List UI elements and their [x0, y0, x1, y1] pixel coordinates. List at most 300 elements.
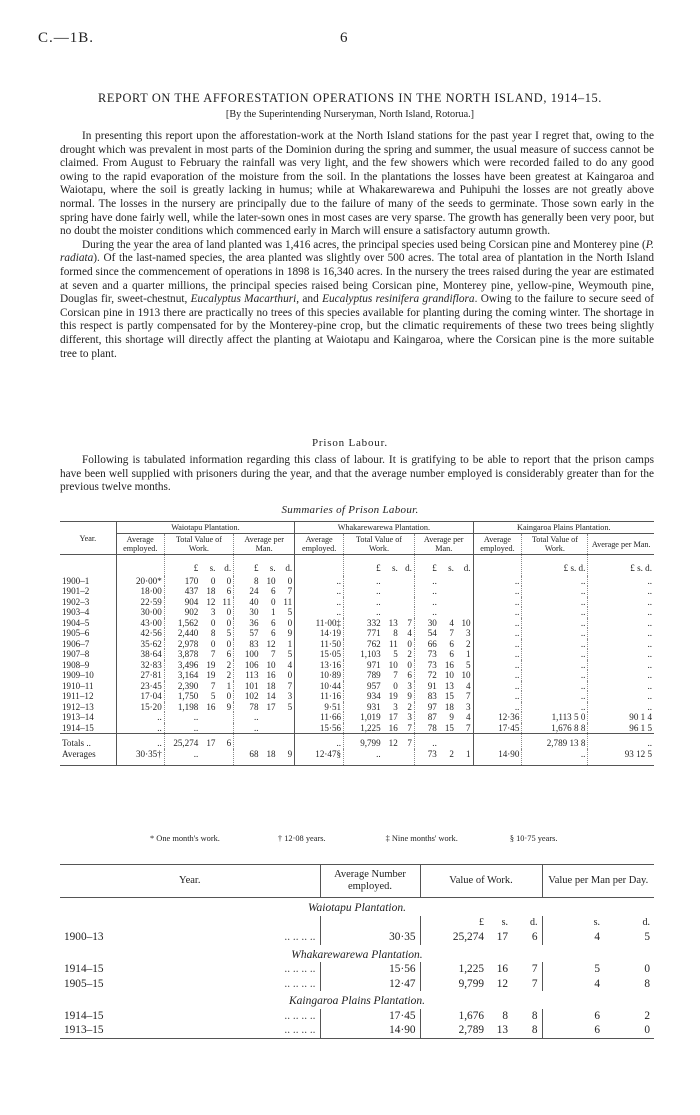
value-cell: 0: [271, 596, 276, 607]
value-cell: 771: [344, 628, 383, 639]
prison-paragraph-block: [60, 454, 654, 495]
value-cell: 1,019: [344, 712, 383, 723]
average-cell: ..: [295, 607, 344, 618]
t2-average-header: Average Number employed.: [320, 865, 420, 898]
units-cell: s.: [209, 563, 216, 573]
value-cell: 12: [383, 734, 400, 749]
per-day-cell: 5: [644, 931, 650, 943]
leader-dots: .. .. .. ..: [284, 1009, 316, 1022]
value-cell: 10: [461, 617, 471, 628]
value-cell: 0: [287, 670, 293, 680]
units-cell: [116, 555, 164, 576]
value-cell: 7: [449, 628, 454, 638]
value-cell: [439, 734, 456, 749]
value-cell: 19: [206, 670, 216, 680]
value-cell: [400, 576, 415, 587]
value-cell: 1,198: [164, 702, 200, 713]
value-cell: 102: [234, 691, 261, 702]
group-header-whakarewarewa: Whakarewarewa Plantation.: [295, 522, 473, 534]
value-cell: [200, 723, 217, 734]
value-cell: 8: [502, 1009, 508, 1022]
year-label: 1913–15: [64, 1024, 104, 1036]
value-cell: 83: [234, 639, 261, 650]
table-footnotes: [60, 834, 654, 843]
plantation-section-header: [60, 991, 654, 1009]
value-cell: 6: [217, 734, 233, 749]
year-cell: 1910–11: [62, 680, 94, 691]
leader-dots: .. .. .. ..: [284, 1024, 316, 1036]
footnote: § 10·75 years.: [509, 834, 558, 843]
col-average-employed: Average employed.: [295, 534, 344, 555]
table-row: [60, 597, 654, 608]
average-cell: ..: [473, 597, 522, 608]
value-cell: 5: [287, 607, 293, 617]
value-cell: 9,799: [344, 734, 383, 749]
value-cell: 4: [407, 628, 412, 638]
value-cell: 0: [407, 659, 412, 670]
value-cell: 6: [271, 617, 276, 628]
value-cell: 25,274: [420, 930, 488, 945]
body-text: [60, 130, 654, 361]
value-cell: 40: [234, 597, 261, 608]
value-cell: 0: [226, 607, 232, 617]
year-label: 1900–13: [64, 931, 104, 943]
value-cell: 18: [206, 586, 216, 596]
col-average-employed: Average employed.: [116, 534, 164, 555]
plantation-name: Whakarewarewa Plantation.: [291, 948, 423, 961]
averages-label: Averages: [60, 749, 116, 766]
value-cell: 10: [461, 670, 471, 680]
value-cell: 1,676: [420, 1009, 488, 1024]
value-cell: 7: [407, 722, 412, 733]
value-cell: ..: [414, 576, 438, 587]
totals-label: Totals ..: [60, 734, 116, 749]
table-row: [60, 607, 654, 618]
value-cell: 1,103: [344, 649, 383, 660]
value-cell: 6: [449, 649, 454, 659]
report-subtitle: [By the Superintending Nurseryman, North Island, Rotorua.]: [225, 109, 475, 120]
value-cell: 113: [234, 670, 261, 681]
averages-row: [60, 749, 654, 766]
average-cell: 15·20: [116, 702, 164, 713]
table-row: [60, 681, 654, 692]
value-cell: 97: [414, 702, 438, 713]
value-cell: 11: [222, 596, 232, 607]
value-cell: 4: [465, 680, 471, 691]
units-cell: £: [344, 555, 383, 576]
value-cell: ..: [344, 597, 383, 608]
average-cell: 15·05: [295, 649, 344, 660]
table-row: [60, 586, 654, 597]
value-cell: 902: [164, 607, 200, 618]
average-cell: 15·56: [295, 723, 344, 734]
value-cell: 68: [234, 749, 261, 766]
year-label: 1914–15: [64, 963, 104, 975]
units-cell: [320, 916, 420, 931]
average-cell: 17·45: [320, 1009, 420, 1024]
average-cell: ..: [295, 597, 344, 608]
year-cell: 1904–5: [62, 617, 90, 628]
table-row: [60, 670, 654, 681]
value-cell: 73: [414, 749, 438, 766]
average-cell: ..: [295, 576, 344, 587]
value-cell: ..: [522, 597, 588, 608]
units-cell: s.: [542, 916, 604, 931]
year-cell: 1900–1: [62, 575, 90, 586]
value-cell: 934: [344, 691, 383, 702]
per-day-cell: 4: [542, 977, 604, 992]
year-cell: 1908–9: [62, 659, 90, 670]
value-cell: 93 12 5: [588, 749, 654, 766]
value-cell: 5: [393, 649, 398, 659]
value-cell: 6: [271, 586, 276, 596]
value-cell: [383, 586, 400, 597]
paragraph: In presenting this report upon the afforestation-work at the North Island stations for the past year I regret that, owing to the drought which was prevalent in most parts of the Dominion during the spring and summer, the usual measure of success cannot be claimed. From August to February the rainfall was very light, and the few showers which were recorded failed to do any good owing to the rapid evaporation of the moisture from the soil. In the plantations the losses have been greatest at Kaingaroa and Waiotapu, where the soil is greatly lacking in humus; while at Whakarewarewa and Puhipuhi the losses are not greatly above normal. The losses in the nursery are principally due to the failure of many of the seeds to germinate. Those sown early in the spring have done fairly well, while the later-sown ones in most cases are very sparse. The growth has generally been very poor, but no doubt the moister conditions which commenced early in March will ensure a satisfactory autumn growth.: [60, 130, 654, 238]
value-cell: ..: [164, 749, 200, 766]
value-cell: ..: [588, 734, 654, 749]
value-cell: 7: [531, 963, 538, 975]
value-cell: 10: [266, 575, 276, 586]
value-cell: 90 1 4: [588, 712, 654, 723]
plantation-name: Kaingaroa Plains Plantation.: [289, 995, 425, 1007]
value-cell: 7: [465, 691, 471, 701]
value-cell: ..: [344, 607, 383, 618]
value-cell: 3,496: [164, 660, 200, 671]
value-cell: 0: [226, 617, 232, 628]
table-row: [60, 1023, 654, 1038]
value-cell: 96 1 5: [588, 723, 654, 734]
table-row: [60, 702, 654, 713]
value-cell: 2: [407, 649, 412, 659]
value-cell: 17: [496, 931, 508, 943]
footnote: ‡ Nine months' work.: [385, 834, 458, 843]
average-cell: ..: [295, 586, 344, 597]
value-cell: 24: [234, 586, 261, 597]
value-cell: [439, 586, 456, 597]
value-cell: [439, 607, 456, 618]
table-row: [60, 660, 654, 671]
value-cell: 8: [531, 1009, 538, 1022]
units-cell: £ s. d.: [588, 555, 654, 576]
per-day-cell: 2: [644, 1009, 650, 1022]
units-cell: s.: [269, 563, 276, 573]
value-cell: 0: [407, 638, 412, 649]
value-cell: 1,750: [164, 691, 200, 702]
average-cell: 18·00: [116, 586, 164, 597]
value-cell: 9: [407, 691, 412, 701]
value-cell: 18: [266, 680, 276, 691]
value-cell: 17: [200, 734, 217, 749]
value-cell: [400, 607, 415, 618]
average-cell: 42·56: [116, 628, 164, 639]
value-cell: 7: [400, 734, 415, 749]
value-cell: [439, 576, 456, 587]
value-cell: 931: [344, 702, 383, 713]
average-cell: 11·50: [295, 639, 344, 650]
value-cell: ..: [588, 576, 654, 587]
value-cell: 91: [414, 681, 438, 692]
value-cell: 2,789: [420, 1023, 488, 1038]
per-day-cell: 0: [644, 963, 650, 975]
value-cell: 8: [210, 628, 216, 638]
average-cell: ..: [116, 734, 164, 749]
value-cell: 1,562: [164, 618, 200, 629]
value-cell: 10: [388, 659, 398, 670]
value-cell: 3: [407, 680, 412, 691]
footnote: † 12·08 years.: [277, 834, 326, 843]
value-cell: 332: [344, 618, 383, 629]
average-cell: ..: [473, 660, 522, 671]
value-cell: 72: [414, 670, 438, 681]
value-cell: ..: [588, 607, 654, 618]
value-cell: 0: [287, 617, 293, 628]
year-cell: 1901–2: [62, 586, 90, 596]
value-cell: 6: [531, 931, 538, 943]
leader-dots: .. .. .. ..: [284, 931, 316, 943]
plantation-name: Waiotapu Plantation.: [308, 902, 406, 914]
value-cell: [400, 597, 415, 608]
value-cell: 6: [226, 649, 232, 659]
value-cell: [456, 576, 473, 587]
value-cell: 12: [496, 977, 508, 990]
value-cell: ..: [414, 597, 438, 608]
table-row: [60, 618, 654, 629]
value-cell: ..: [522, 670, 588, 681]
value-cell: 73: [414, 660, 438, 671]
table-row: [60, 576, 654, 587]
value-cell: ..: [522, 749, 588, 766]
value-cell: 8: [512, 1023, 542, 1038]
value-cell: 0: [226, 691, 232, 701]
value-cell: 170: [164, 576, 200, 587]
value-cell: 0: [393, 680, 398, 691]
value-cell: 101: [234, 681, 261, 692]
value-per-man-table: [60, 864, 654, 1039]
value-cell: 0: [210, 617, 216, 628]
year-cell: [60, 1023, 320, 1038]
value-cell: ..: [588, 618, 654, 629]
value-cell: ..: [234, 723, 261, 734]
value-cell: 54: [414, 628, 438, 639]
average-cell: 12·36: [473, 712, 522, 723]
value-cell: 57: [234, 628, 261, 639]
average-cell: ..: [473, 607, 522, 618]
year-header: Year.: [60, 522, 116, 555]
section-heading: Prison Labour.: [312, 437, 388, 449]
value-cell: 83: [414, 691, 438, 702]
units-cell: d.: [463, 563, 471, 573]
footnote: * One month's work.: [150, 834, 220, 843]
value-cell: 4: [287, 659, 293, 670]
average-cell: 11·16: [295, 691, 344, 702]
table-row: [60, 649, 654, 660]
report-title: REPORT ON THE AFFORESTATION OPERATIONS IN THE NORTH ISLAND, 1914–15.: [97, 91, 603, 105]
value-cell: ..: [588, 691, 654, 702]
per-day-cell: 6: [542, 1023, 604, 1038]
units-cell: d.: [285, 563, 293, 573]
value-cell: 8: [393, 628, 398, 638]
value-cell: 18: [261, 749, 278, 766]
per-day-cell: 0: [604, 1023, 654, 1038]
year-cell: [60, 962, 320, 977]
value-cell: [217, 723, 233, 734]
average-cell: ..: [116, 723, 164, 734]
value-cell: ..: [588, 639, 654, 650]
units-cell: d.: [642, 916, 650, 928]
col-average-employed: Average employed.: [473, 534, 522, 555]
value-cell: ..: [344, 576, 383, 587]
t2-value-header: Value of Work.: [420, 865, 542, 898]
units-cell: [60, 555, 116, 576]
value-cell: ..: [588, 597, 654, 608]
value-cell: 3: [393, 701, 398, 712]
value-cell: ..: [344, 586, 383, 597]
value-cell: 0: [226, 638, 232, 649]
value-cell: ..: [522, 691, 588, 702]
value-cell: 17: [388, 712, 398, 722]
paragraph: Following is tabulated information regarding this class of labour. It is gratifying to be able to report that the prison camps have been well supplied with prisoners during the year, and that the average number employed is considerably greater than for the previous twelve months.: [60, 454, 654, 494]
leader-dots: .. .. .. ..: [284, 977, 316, 990]
units-cell: d.: [530, 916, 538, 928]
value-cell: 1,113 5 0: [522, 712, 588, 723]
table-row: [60, 712, 654, 723]
per-day-cell: 8: [644, 977, 650, 990]
col-total-value: Total Value of Work.: [344, 534, 415, 555]
plantation-section-header: [60, 945, 654, 963]
units-cell: £ s. d.: [522, 555, 588, 576]
table-row: [60, 930, 654, 945]
value-cell: [278, 723, 295, 734]
value-cell: [383, 607, 400, 618]
value-cell: ..: [522, 607, 588, 618]
average-cell: 30·35†: [116, 749, 164, 766]
average-cell: ..: [473, 649, 522, 660]
value-cell: 971: [344, 660, 383, 671]
col-average-per-man: Average per Man.: [234, 534, 295, 555]
group-header-kaingaroa: Kaingaroa Plains Plantation.: [473, 522, 654, 534]
year-cell: 1911–12: [62, 691, 94, 701]
value-cell: 14: [266, 691, 276, 701]
units-row: [60, 555, 654, 576]
year-cell: 1912–13: [62, 701, 94, 712]
value-cell: 16: [444, 659, 454, 670]
value-cell: 10: [444, 670, 454, 680]
value-cell: 19: [388, 691, 398, 701]
value-cell: 7: [393, 670, 398, 680]
value-cell: 7: [210, 680, 216, 691]
year-cell: 1914–15: [62, 722, 94, 733]
value-cell: [278, 712, 295, 723]
value-cell: 2,440: [164, 628, 200, 639]
average-cell: 9·51: [295, 702, 344, 713]
value-cell: 7: [271, 649, 276, 659]
value-cell: 30: [414, 618, 438, 629]
value-cell: 9,799: [420, 977, 488, 992]
group-header-waiotapu: Waiotapu Plantation.: [116, 522, 294, 534]
table-row: [60, 723, 654, 734]
value-cell: 66: [414, 639, 438, 650]
value-cell: 3,164: [164, 670, 200, 681]
value-cell: ..: [588, 702, 654, 713]
units-cell: £: [414, 555, 438, 576]
average-cell: 32·83: [116, 660, 164, 671]
value-cell: 7: [210, 649, 216, 659]
year-cell: 1907–8: [62, 649, 90, 659]
year-cell: 1909–10: [62, 670, 94, 680]
value-cell: 16: [388, 722, 398, 733]
value-cell: ..: [414, 607, 438, 618]
value-cell: [234, 734, 261, 749]
value-cell: ..: [522, 702, 588, 713]
value-cell: [278, 734, 295, 749]
value-cell: ..: [522, 618, 588, 629]
value-cell: 78: [414, 723, 438, 734]
col-total-value: Total Value of Work.: [164, 534, 233, 555]
plantation-section-header: [60, 898, 654, 916]
value-cell: 2: [226, 659, 232, 670]
table-row: [60, 691, 654, 702]
value-cell: ..: [522, 586, 588, 597]
paragraph: During the year the area of land planted was 1,416 acres, the principal species used being Corsican pine and Monterey pine (P. radiata). Of the last-named species, the area planted was slightly over 500 acres. The total area of plantation in the North Island formed since the commencement of operations in 1898 is 16,340 acres. In the nursery the trees raised during the year are estimated at seven and a quarter millions, the principal species raised being Corsican pine, Monterey pine, yellow-pine, Weymouth pine, Douglas fir, sweet-chestnut, Eucalyptus Macarthuri, and Eucalyptus resinifera grandiflora. Owing to the failure to secure seed of Corsican pine in 1913 there are practically no trees of this species available for planting during the coming winter. The shortage in this respect is partly compensated for by the Monterey-pine crop, but the climatic requirements of these two trees being slightly different, this shortage will directly affect the planting at Waiotapu and Kaingaroa, where the Corsican pine is the more suitable tree to plant.: [60, 238, 654, 360]
value-cell: 13: [388, 617, 398, 628]
average-cell: 15·56: [320, 962, 420, 977]
value-cell: 87: [414, 712, 438, 723]
average-cell: 14·90: [320, 1023, 420, 1038]
units-cell: d.: [405, 563, 412, 573]
value-cell: 7: [531, 977, 538, 990]
average-cell: ..: [473, 670, 522, 681]
value-cell: [383, 749, 400, 766]
average-cell: 30·00: [116, 607, 164, 618]
value-cell: 8: [234, 576, 261, 587]
value-cell: 16: [206, 701, 216, 712]
value-cell: ..: [164, 712, 200, 723]
value-cell: ..: [164, 723, 200, 734]
units-cell: £: [234, 555, 261, 576]
value-cell: 12: [206, 596, 216, 607]
value-cell: 100: [234, 649, 261, 660]
value-cell: 3: [287, 691, 293, 701]
year-label: 1905–15: [64, 977, 104, 990]
year-cell: [60, 1009, 320, 1024]
value-cell: 30: [234, 607, 261, 618]
average-cell: 35·62: [116, 639, 164, 650]
value-cell: ..: [522, 628, 588, 639]
col-average-per-man: Average per Man.: [414, 534, 473, 555]
value-cell: 6: [271, 628, 276, 638]
value-cell: 11: [283, 596, 293, 607]
value-cell: [400, 749, 415, 766]
units-cell: d.: [224, 563, 232, 573]
value-cell: ..: [522, 681, 588, 692]
value-cell: 1: [465, 649, 471, 659]
value-cell: [456, 607, 473, 618]
value-cell: ..: [588, 649, 654, 660]
value-cell: [383, 597, 400, 608]
average-cell: ..: [473, 628, 522, 639]
average-cell: 30·35: [320, 930, 420, 945]
value-cell: 2: [226, 670, 232, 680]
units-cell: [60, 916, 320, 931]
value-cell: 5: [210, 691, 216, 701]
value-cell: ..: [588, 660, 654, 671]
units-row: [60, 916, 654, 931]
value-cell: 3: [465, 701, 471, 712]
average-cell: ..: [473, 681, 522, 692]
value-cell: [383, 576, 400, 587]
per-day-cell: 6: [542, 1009, 604, 1024]
value-cell: 9: [278, 749, 295, 766]
